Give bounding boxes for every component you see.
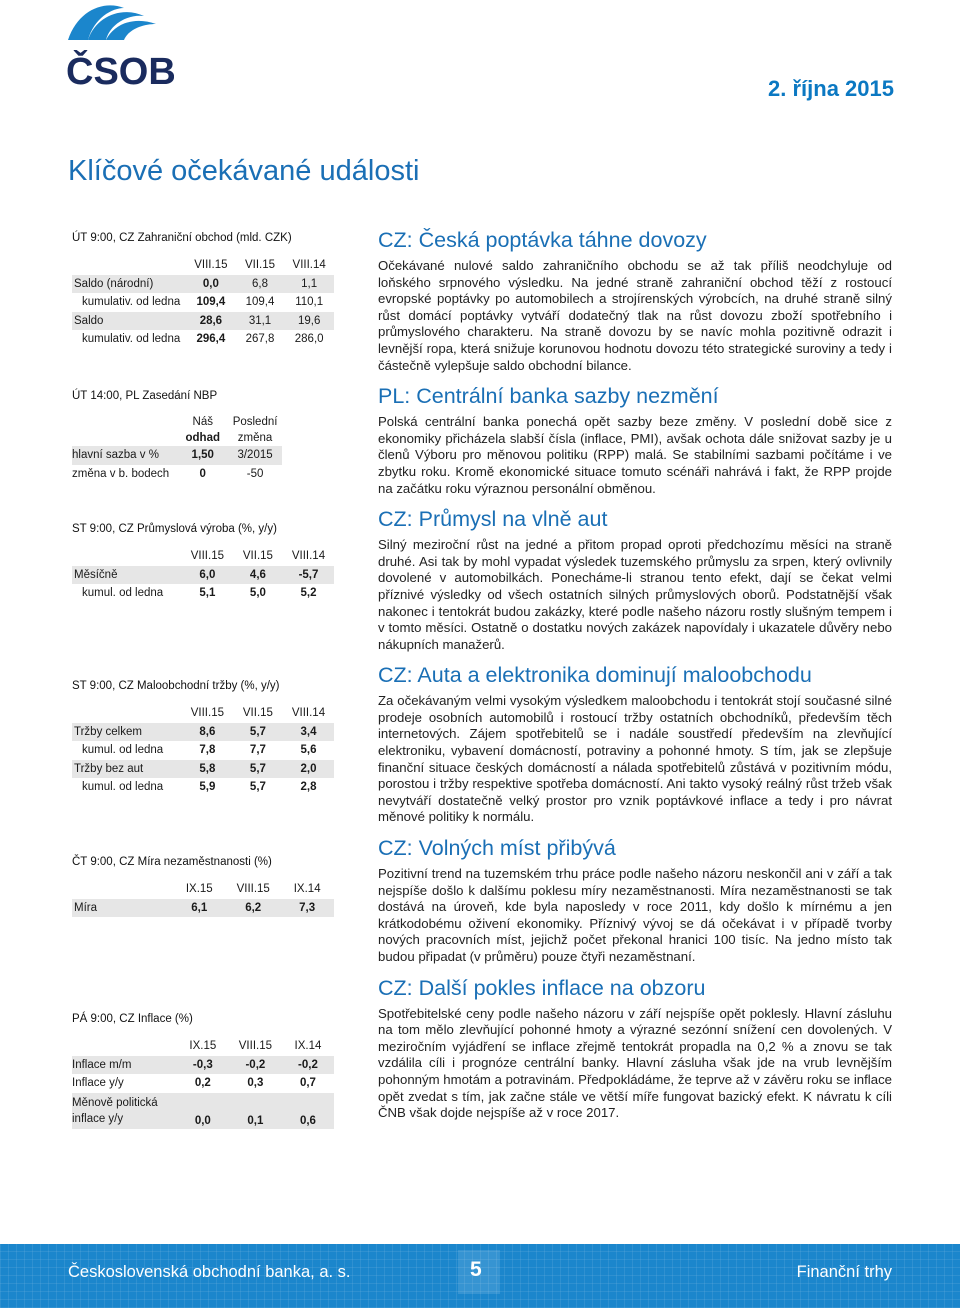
footer-bar bbox=[0, 1244, 960, 1308]
nbp-meeting-table bbox=[72, 390, 334, 483]
article bbox=[378, 661, 892, 826]
table-row: kumulativ. od ledna 296,4 267,8 286,0 bbox=[82, 333, 324, 346]
articles-column bbox=[378, 226, 892, 1130]
article-heading: CZ: Auta a elektronika dominují maloobchodu bbox=[378, 663, 812, 688]
col-header: Poslední změna bbox=[232, 416, 278, 444]
industrial-production-table: ST 9:00, CZ Průmyslová výroba (%, y/y) VIII.15 VII.15 VIII.14 Měsíčně 6,0 4,6 -5,7 kumul. od ledna 5,1 5,0 5,2 bbox=[72, 523, 334, 603]
inflation-table: PÁ 9:00, CZ Inflace (%) IX.15 VIII.15 IX.14 Inflace m/m -0,3 -0,2 -0,2 Inflace y/y 0,2 0,3 0,7 Měnově politická inflace y/y 0,0 0,1 0,6 bbox=[72, 1013, 334, 1129]
csob-logo-graphic bbox=[64, 0, 174, 88]
table-row: změna v b. bodech 0 -50 bbox=[72, 467, 264, 480]
col-header: VIII.14 bbox=[292, 259, 326, 272]
table-row: Saldo 28,6 31,1 19,6 bbox=[72, 312, 334, 331]
footer-bank-name: Československá obchodní banka, a. s. bbox=[68, 1263, 351, 1281]
article bbox=[378, 382, 892, 497]
article bbox=[378, 974, 892, 1122]
article-text: Pozitivní trend na tuzemském trhu práce podle našeho názoru neskončil ani v září a tak nejspíše došlo k dalšímu poklesu míry nezaměstnanosti. Míra nezaměstnanosti se tak dostává na úroveň, kde byla naposledy v roce 2011, kdy došlo k mírnému a jen krátkodobému oživení ekonomiky. Příznivý vývoj se dá očekávat i v případě tvorby nových pracovních míst, jejichž počet překonal hranici 100 tisíc. Na jedno místo tak budou připadat (v průměru) pouze čtyři nezaměstnaní. bbox=[378, 866, 892, 964]
table-row: kumul. od ledna 7,8 7,7 5,6 bbox=[82, 744, 317, 757]
table-row: Saldo (národní) 0,0 6,8 1,1 bbox=[72, 275, 334, 294]
table-title: ČT 9:00, CZ Míra nezaměstnanosti (%) bbox=[72, 856, 272, 868]
table-row: Měnově politická inflace y/y 0,0 0,1 0,6 bbox=[72, 1093, 334, 1129]
table-title: ÚT 14:00, PL Zasedání NBP bbox=[72, 390, 218, 402]
article-text: Za očekávaným velmi vysokým výsledkem maloobchodu i tentokrát stojí současné silné prodeje osobních automobilů i rostoucí tržby ostatních obchodníků, především těch internetových. Zájem spotřebitelů se i nadále soustředí především na zlevňující elektroniku, vybavení domácností, potraviny a pohonné hmoty. S tím, jak se zlepšuje finanční situace českých domácností a nálada spotřebitelů zůstává v pozitivním módu, porostou i tržby respektive spotřeba domácností. Ani takto vysoký reálný růst tržeb však nevytváří dostatečně velký prostor pro vznik poptávkové inflace a tedy i pro návrat měnové politiky k normálu. bbox=[378, 693, 892, 825]
col-header: VII.15 bbox=[244, 259, 276, 272]
table-row: kumul. od ledna 5,9 5,7 2,8 bbox=[82, 781, 317, 794]
table-row: kumul. od ledna 5,1 5,0 5,2 bbox=[82, 587, 317, 600]
report-date: 2. října 2015 bbox=[768, 76, 894, 101]
article-heading: CZ: Česká poptávka táhne dovozy bbox=[378, 228, 707, 252]
footer-publication: Finanční trhy bbox=[796, 1263, 892, 1281]
article-text: Očekávané nulové saldo zahraničního obchodu se až tak příliš neodchyluje od loňského srpnového výsledku. Na jedné straně zahraniční obchod těží z rostoucí evropské poptávky po automobilech a strojírenských výrobcích, na druhé straně silný růst domácí poptávky vytváří dodatečný tlak na růst dovozu zboží spotřebního i průmyslového charakteru. Na straně dovozu by se navíc mohla pozitivně odrazit i levnější ropa, která snižuje korunovou hodnotu dovozu této strategické suroviny a tedy i částečně vylepšuje saldo obchodní bilance. bbox=[378, 258, 892, 373]
article-heading: CZ: Další pokles inflace na obzoru bbox=[378, 975, 706, 1000]
article-heading: PL: Centrální banka sazby nezmění bbox=[378, 384, 719, 409]
csob-logo bbox=[64, 0, 174, 88]
unemployment-table: ČT 9:00, CZ Míra nezaměstnanosti (%) IX.15 VIII.15 IX.14 Míra 6,1 6,2 7,3 bbox=[72, 856, 334, 917]
page-title: Klíčové očekávané události bbox=[68, 155, 420, 187]
article bbox=[378, 834, 892, 966]
table-title: ST 9:00, CZ Průmyslová výroba (%, y/y) bbox=[72, 523, 277, 535]
table-row: Měsíčně 6,0 4,6 -5,7 bbox=[72, 566, 334, 585]
table-title: PÁ 9:00, CZ Inflace (%) bbox=[72, 1013, 193, 1025]
article bbox=[378, 505, 892, 653]
table-title: ST 9:00, CZ Maloobchodní tržby (%, y/y) bbox=[72, 680, 280, 692]
trade-balance-table bbox=[72, 232, 334, 349]
page-number: 5 bbox=[470, 1258, 482, 1281]
svg-text:ČSOB: ČSOB bbox=[66, 51, 174, 88]
table-row: Tržby celkem 8,6 5,7 3,4 bbox=[72, 723, 334, 742]
article-text: Polská centrální banka ponechá opět sazby beze změny. V poslední době sice z ekonomiky přicházela slabší čísla (inflace, PMI), avšak ochota dále snižovat sazby je u členů Výboru pro měnovou politiku (RPP) malá. Se stabilními sazbami počítáme i ve zbytku roku. Kromě ekonomické situace tomuto scénáři nahrává i fakt, že RPP projde na začátku roku výraznou personální obměnou. bbox=[378, 414, 892, 496]
article-text: Silný meziroční růst na jedné a přitom propad oproti předchozímu měsíci na straně druhé. Asi tak by mohl vypadat výsledek tuzemského průmyslu za srpen, který ovlivnily dovolené v automobilkách. Ponecháme-li stranou tento efekt, dají se čekat velmi příznivé výsledky od všech ostatních silných průmyslových oborů. Podstatnější však nakonec i tentokrát budou zakázky, které podle našeho názoru rostly slušným tempem i v tomto měsíci. Ostatně o dostatku nových zakázek napovídaly i ukazatele důvěry nebo nákupních manažerů. bbox=[378, 537, 892, 652]
article-heading: CZ: Volných míst přibývá bbox=[378, 836, 616, 861]
table-row: Míra 6,1 6,2 7,3 bbox=[72, 899, 334, 918]
col-header: VIII.15 bbox=[194, 259, 228, 272]
table-title: ÚT 9:00, CZ Zahraniční obchod (mld. CZK) bbox=[72, 232, 292, 244]
article-heading: CZ: Průmysl na vlně aut bbox=[378, 507, 608, 532]
article-text: Spotřebitelské ceny podle našeho názoru v září nejspíše opět poklesly. Hlavní zásluhu na tom mělo zlevňující pohonné hmoty a výrazné sezónní snížení cen dovolených. V meziročním vyjádření se inflace zřejmě tentokrát propadla na 0,2 % a znovu se tak vzdálila cíli i prognóze centrální banky. Hlavní zásluha však jde na vrub levnějším pohonným hmotám a potravinám. Předpokládáme, že teprve až v závěru roku se inflace opět zvedat s tím, jak začne stále ve větší míře fungovat bazický efekt. K návratu k cíli ČNB však dojde nejspíše až v roce 2017. bbox=[378, 1005, 892, 1121]
table-row: kumulativ. od ledna 109,4 109,4 110,1 bbox=[82, 296, 324, 309]
table-row: Tržby bez aut 5,8 5,7 2,0 bbox=[72, 760, 334, 779]
table-row: hlavní sazba v % 1,50 3/2015 bbox=[72, 446, 282, 465]
article bbox=[378, 226, 892, 374]
table-row: Inflace y/y 0,2 0,3 0,7 bbox=[72, 1077, 316, 1090]
retail-sales-table: ST 9:00, CZ Maloobchodní tržby (%, y/y) VIII.15 VII.15 VIII.14 Tržby celkem 8,6 5,7 3,4 kumul. od ledna 7,8 7,7 5,6 Tržby bez aut 5,8 5,7 2,0 kumul. od ledna 5,9 5,7 2,8 bbox=[72, 680, 334, 797]
col-header: Náš odhad bbox=[185, 416, 220, 444]
table-row: Inflace m/m -0,3 -0,2 -0,2 bbox=[72, 1056, 334, 1075]
